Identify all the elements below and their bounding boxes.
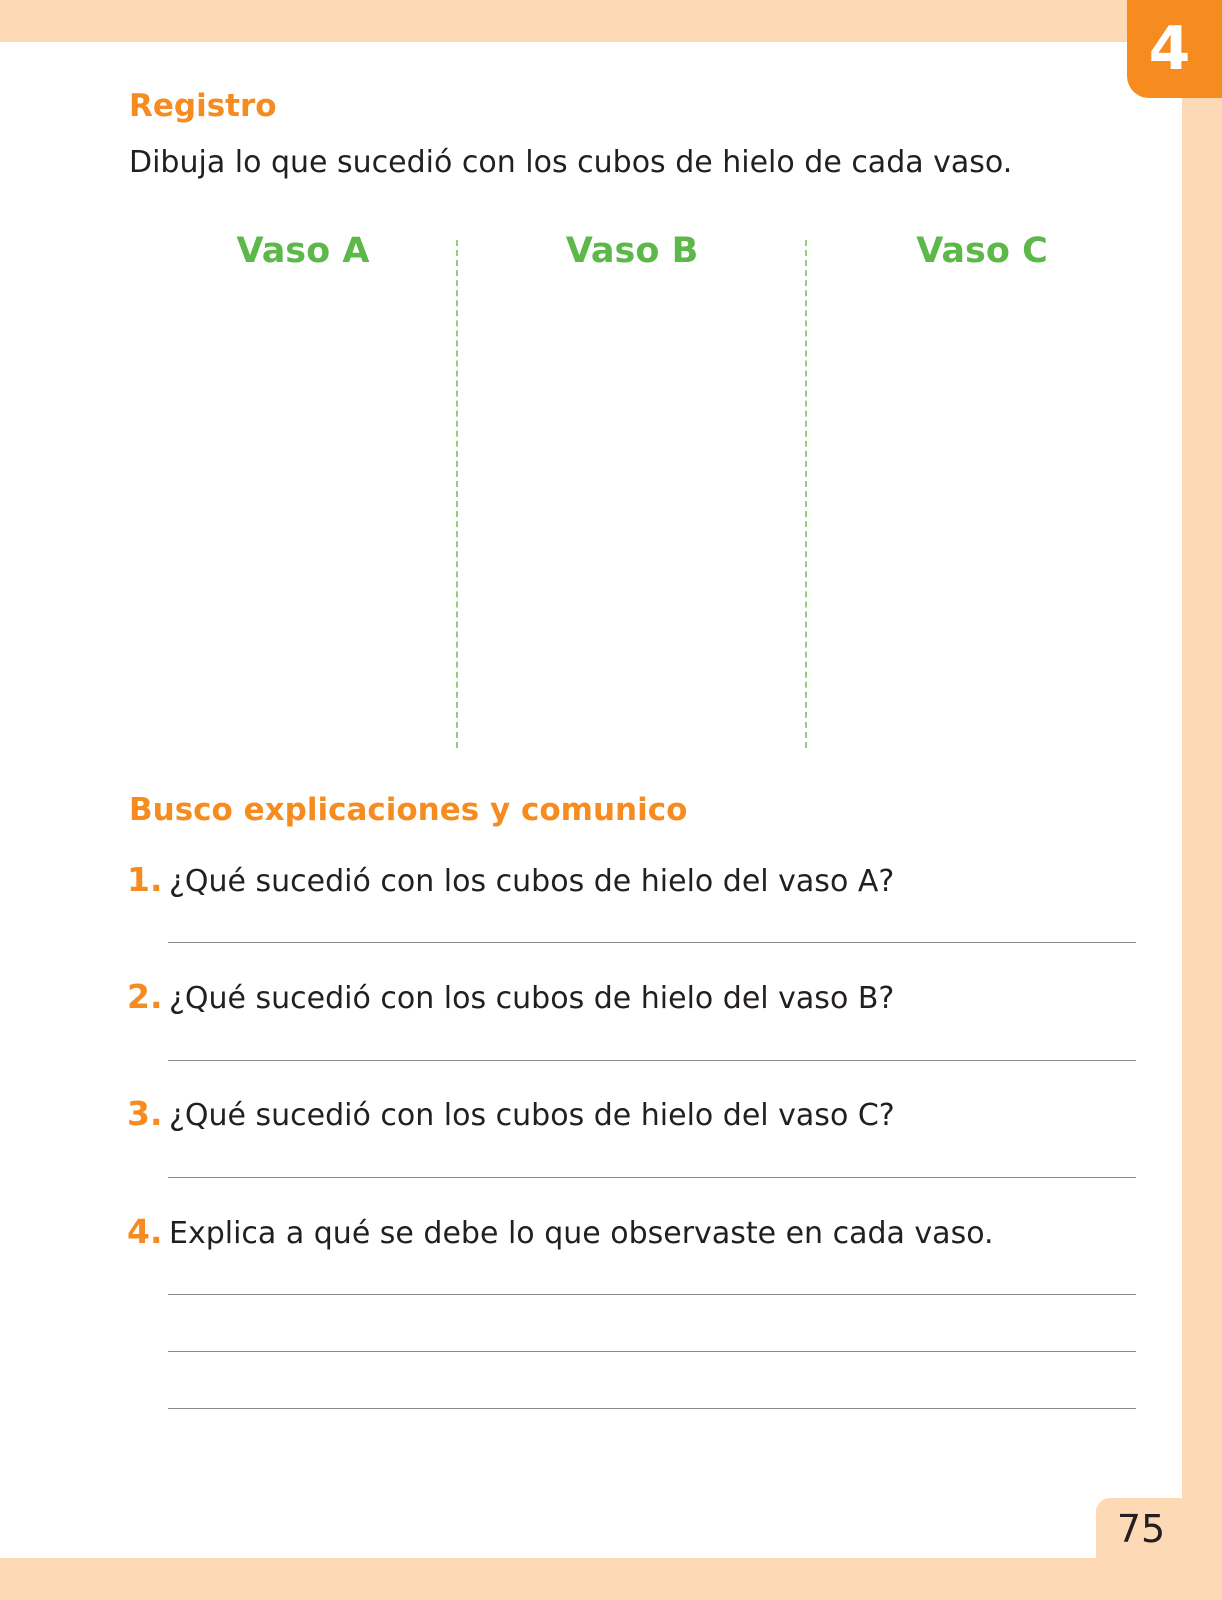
question-number: 3. <box>127 1094 163 1133</box>
question-text: ¿Qué sucedió con los cubos de hielo del vaso A? <box>169 864 895 899</box>
page-number: 75 <box>1096 1498 1186 1560</box>
right-border-band <box>1182 0 1222 1600</box>
answer-line[interactable] <box>168 942 1136 943</box>
question-number: 1. <box>127 860 163 899</box>
question-2 <box>127 977 894 1016</box>
question-1 <box>127 860 894 899</box>
answer-line[interactable] <box>168 1177 1136 1178</box>
vaso-a-label: Vaso A <box>236 231 370 271</box>
question-3 <box>127 1094 895 1133</box>
bottom-border-band <box>0 1558 1222 1600</box>
vaso-c-label: Vaso C <box>916 231 1048 271</box>
answer-line[interactable] <box>168 1294 1136 1295</box>
answer-line[interactable] <box>168 1351 1136 1352</box>
registro-heading: Registro <box>129 88 277 124</box>
column-divider <box>805 240 807 748</box>
vaso-b-label: Vaso B <box>565 231 699 271</box>
chapter-tab: 4 <box>1127 0 1222 98</box>
column-divider <box>456 240 458 748</box>
busco-heading: Busco explicaciones y comunico <box>129 792 688 828</box>
answer-line[interactable] <box>168 1408 1136 1409</box>
question-text: ¿Qué sucedió con los cubos de hielo del vaso B? <box>169 981 895 1016</box>
question-4 <box>127 1212 994 1251</box>
question-number: 4. <box>127 1212 163 1251</box>
answer-line[interactable] <box>168 1060 1136 1061</box>
question-number: 2. <box>127 977 163 1016</box>
question-text: Explica a qué se debe lo que observaste en cada vaso. <box>169 1216 994 1251</box>
top-border-band <box>0 0 1222 42</box>
question-text: ¿Qué sucedió con los cubos de hielo del vaso C? <box>169 1098 895 1133</box>
registro-instruction: Dibuja lo que sucedió con los cubos de hielo de cada vaso. <box>129 145 1013 180</box>
